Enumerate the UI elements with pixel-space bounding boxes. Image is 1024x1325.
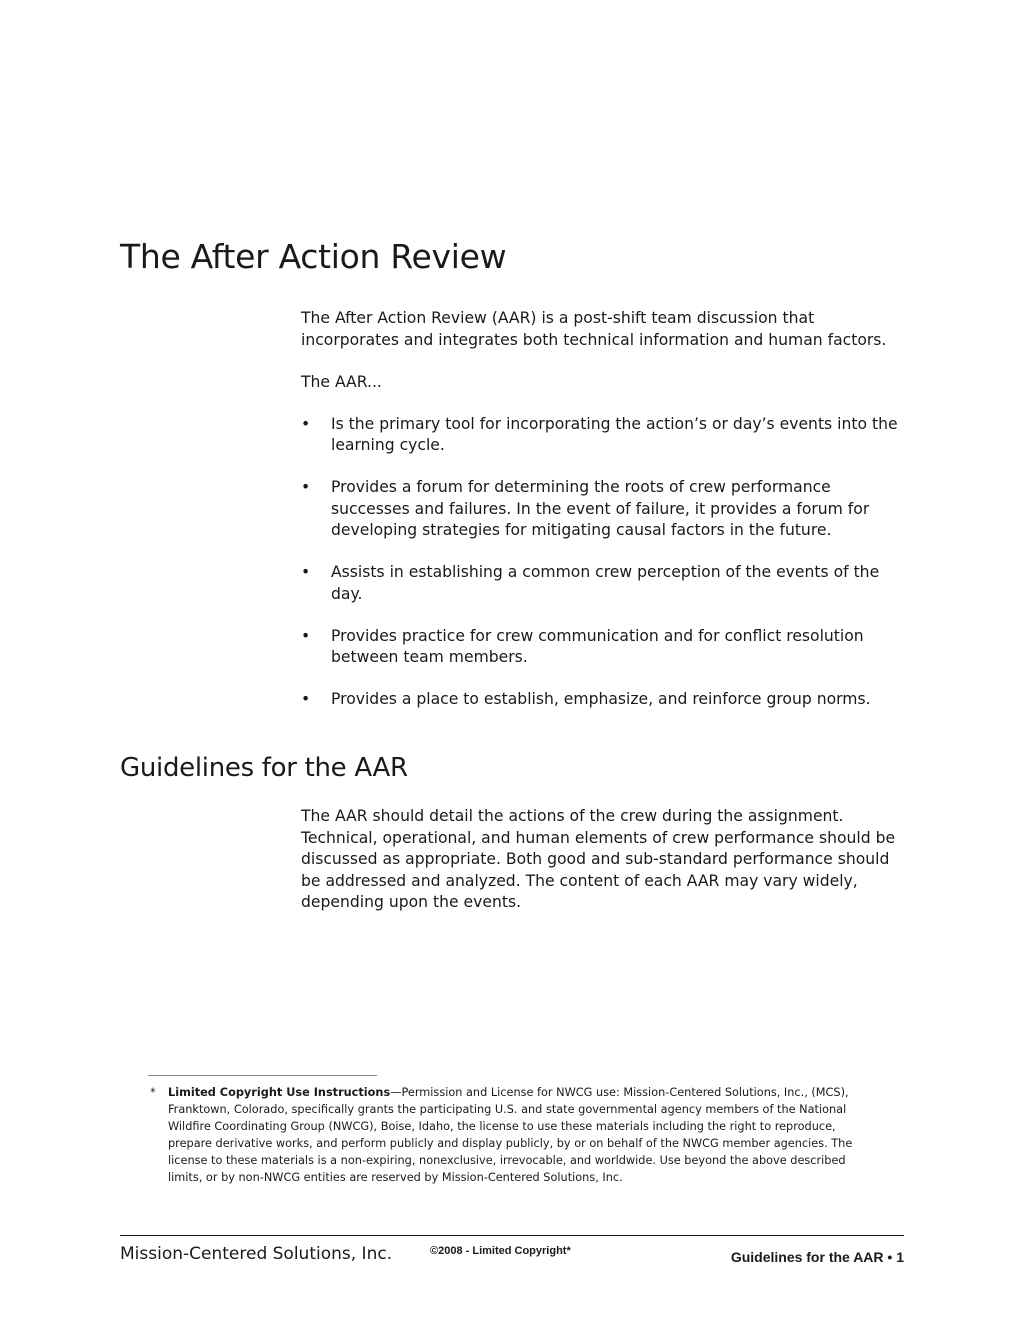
list-item [301,477,906,542]
bullet-list [301,414,906,711]
intro-lead: The AAR... [301,372,382,391]
list-item [301,626,906,669]
bullet-icon: • [301,563,311,581]
footnote-divider [148,1075,377,1076]
list-item-text: Assists in establishing a common crew perception of the events of the day. [331,563,880,603]
footnote-text: —Permission and License for NWCG use: Mission-Centered Solutions, Inc., (MCS), Franktown, Colorado, specifically grants the participating U.S. and state governmental agency members of the National Wildfire Coordinating Group (NWCG), Boise, Idaho, the license to use these materials including the right to reproduce, prepare derivative works, and perform publicly and display publicly, by or on behalf of the NWCG member agencies. The license to these materials is a non-expiring, nonexclusive, irrevocable, and worldwide. Use beyond the above described limits, or by non-NWCG entities are reserved by Mission-Centered Solutions, Inc. [168,1086,853,1184]
intro-section [301,308,906,731]
footnote-label: Limited Copyright Use Instructions [168,1086,391,1099]
list-item [301,562,906,605]
bullet-icon: • [301,414,311,433]
footer-copyright: ©2008 - Limited Copyright* [430,1245,571,1257]
list-item-text: Is the primary tool for incorporating the action’s or day’s events into the learning cycle. [331,414,898,454]
list-item-text: Provides practice for crew communication and for conflict resolution between team members. [331,626,864,666]
footnote [150,1084,880,1186]
footer-page-label: Guidelines for the AAR • 1 [730,1249,904,1265]
footer-company-name: Mission-Centered Solutions, Inc. [120,1244,393,1264]
footnote-body [150,1084,880,1186]
bullet-icon: • [301,690,311,708]
bullet-icon: • [301,626,311,645]
section-heading-guidelines: Guidelines for the AAR [120,753,408,783]
page-title: The After Action Review [120,237,507,276]
list-item-text: Provides a forum for determining the roots of crew performance successes and failures. In the event of failure, it provides a forum for developing strategies for mitigating causal factors in the future. [331,478,870,539]
footnote-marker: * [150,1086,156,1099]
bullet-icon: • [301,478,311,496]
intro-paragraph: The After Action Review (AAR) is a post-shift team discussion that incorporates and integrates both technical information and human factors. [301,309,887,349]
guidelines-section [301,806,906,934]
guidelines-paragraph: The AAR should detail the actions of the crew during the assignment. Technical, operational, and human elements of crew performance should be discussed as appropriate. Both good and sub-standard performance should be addressed and analyzed. The content of each AAR may vary widely, depending upon the events. [301,807,896,911]
list-item [301,414,906,457]
list-item [301,689,906,711]
footer-divider [120,1235,904,1236]
list-item-text: Provides a place to establish, emphasize, and reinforce group norms. [331,690,871,708]
